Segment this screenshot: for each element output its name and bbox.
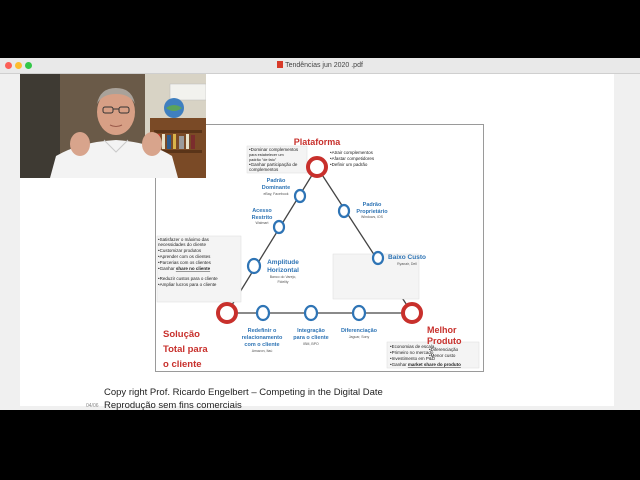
- l-bottom-0: •Reduzir custos para o cliente: [158, 276, 218, 281]
- page-number: 04/06: [86, 403, 99, 409]
- acesso-restrito-title-1: Acesso: [252, 208, 272, 214]
- diferenciacao-sub: Jaguar, Sony: [348, 335, 370, 339]
- baixo-custo-sub: Ryanair, Dell: [397, 262, 417, 266]
- tr-line-0: •Atrair complementos: [330, 150, 373, 155]
- label-produto: Produto: [427, 336, 462, 346]
- padrao-proprietario-title-1: Padrão: [362, 202, 382, 208]
- window-title-text: Tendências jun 2020 .pdf: [285, 62, 363, 69]
- padrao-dominante-sub: eBay, Facebook: [263, 192, 289, 196]
- redefinir-title-1: Redefinir o: [247, 328, 277, 334]
- tl-line-1: para estabelecer um: [249, 153, 284, 157]
- tr-line-2: •Definir um padrão: [330, 162, 368, 167]
- redefinir-title-2: relacionamento: [241, 335, 283, 341]
- l-line-4: •Parcerias com os clientes: [158, 260, 211, 265]
- window-title: [0, 59, 640, 72]
- br-share-line: [390, 362, 461, 367]
- l-bottom-1: •Ampliar lucros para o cliente: [158, 282, 217, 287]
- diferenciacao-title: Diferenciação: [340, 328, 378, 334]
- redefinir-title-3: com o cliente: [244, 342, 280, 348]
- label-melhor: Melhor: [427, 325, 457, 335]
- label-total-para: Total para: [163, 344, 208, 355]
- pdf-file-icon: [277, 61, 283, 68]
- padrao-dominante-title-1: Padrão: [266, 178, 286, 184]
- br-line-0: •Economias de escala: [390, 344, 435, 349]
- acesso-restrito-title-2: Restrito: [251, 215, 273, 221]
- padrao-proprietario-sub: Windows, iOS: [361, 215, 383, 219]
- padrao-proprietario-title-2: Proprietário: [356, 209, 388, 215]
- br-share-em: market share do produto: [407, 362, 461, 367]
- amplitude-title-1: Amplitude: [267, 259, 299, 266]
- l-line-1: necessidades do cliente: [158, 242, 207, 247]
- amplitude-sub-2: Fidelity: [277, 280, 289, 284]
- label-o-cliente: o cliente: [163, 359, 202, 370]
- acesso-restrito-sub: Walmart: [255, 221, 269, 225]
- title-bar: [0, 58, 640, 74]
- tl-line-4: complementos: [249, 167, 279, 172]
- integracao-title-2: para o cliente: [293, 335, 329, 341]
- l-share-em: share no cliente: [175, 266, 211, 271]
- integracao-title-1: Integração: [297, 328, 325, 334]
- redefinir-sub: Amazon, Itaú: [251, 349, 273, 353]
- br-line-2: •Investimento em P&D: [390, 356, 436, 361]
- right-note-1: •Menor custo: [429, 353, 456, 358]
- br-share-prefix: •Ganhar: [390, 362, 408, 367]
- l-line-0: •Satisfazer o máximo das: [158, 237, 209, 242]
- br-line-1: •Primeiro no mercado: [390, 350, 434, 355]
- label-solucao: Solução: [163, 329, 200, 340]
- l-share-prefix: •Ganhar: [158, 266, 176, 271]
- footer-copyright: Copy right Prof. Ricardo Engelbert – Competing in the Digital Date: [104, 387, 383, 398]
- webcam-video: [20, 74, 206, 178]
- webcam-frame: [20, 74, 206, 178]
- l-line-2: •Customizar produtos: [158, 248, 202, 253]
- tl-line-0: •Dominar complementos: [249, 147, 299, 152]
- pdf-viewer-window: [0, 58, 640, 410]
- padrao-dominante-title-2: Dominante: [261, 185, 291, 191]
- tl-line-3: •Ganhar participação de: [249, 162, 298, 167]
- baixo-custo-title: Baixo Custo: [388, 254, 426, 261]
- amplitude-sub-1: Banco do Varejo,: [269, 275, 297, 279]
- amplitude-title-2: Horizontal: [267, 267, 299, 274]
- label-plataforma: Plataforma: [293, 137, 341, 147]
- right-note-0: •Diferenciação: [429, 347, 459, 352]
- footer-reproducao: Reprodução sem fins comerciais: [104, 400, 242, 411]
- l-line-3: •Aprender com os clientes: [158, 254, 211, 259]
- integracao-sub: IBM, BPO: [303, 342, 319, 346]
- tl-line-2: padrão "de fato": [249, 158, 277, 162]
- tr-line-1: •Afastar competidores: [330, 156, 375, 161]
